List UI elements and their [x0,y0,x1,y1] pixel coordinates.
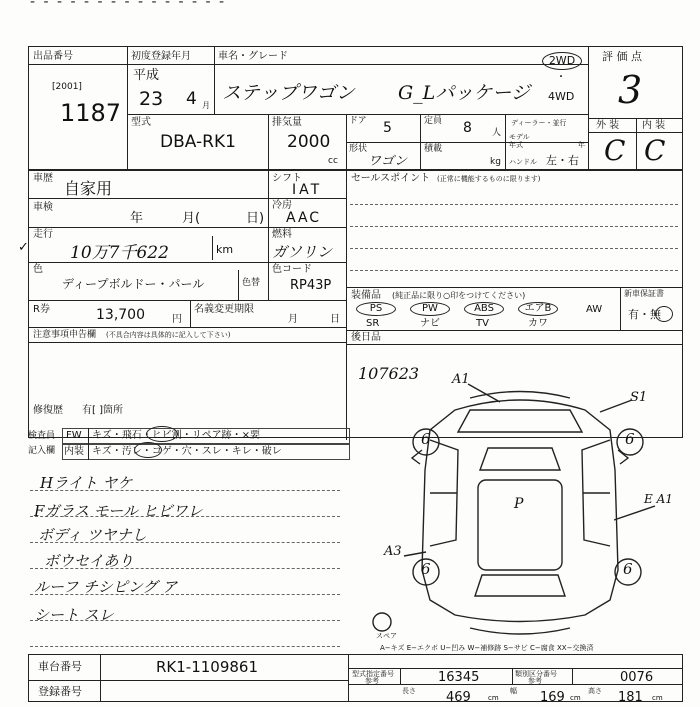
category-label: 類別区分番号 [515,670,557,678]
designation-label: 型式指定番号 [352,670,394,678]
note-line-4: ボウセイあり [44,552,134,570]
lot-sub: [2001] [52,82,82,92]
inspection-day: 日) [246,211,265,226]
equip-aw: AW [586,304,603,315]
mark-a1-top: A1 [452,372,470,387]
lot-label: 出品番号 [33,51,73,62]
score-int-label: 内 装 [642,120,666,131]
dealer-label: ディーラー・並行 [511,119,567,127]
door-label: ドア [349,116,367,126]
length-value: 469 [446,690,471,705]
score-int: C [644,134,666,167]
rear-seat-label: 後日品 [351,332,381,343]
drive-sep: ・ [556,72,566,83]
inspector-row1-text: キズ・飛石・ヒビ割・リペア跡・×要 [92,430,260,441]
inspector-row1-head: FW [66,430,82,441]
score-ext: C [604,134,626,167]
inspector-label1: 検査員 [28,431,56,441]
fuel-label: 燃料 [272,229,292,240]
inspector-label2: 記入欄 [28,446,56,456]
warranty-circle [655,306,673,322]
color-value: ディープボルドー・パール [62,277,205,291]
shape-value: ワゴン [368,154,408,169]
category-value: 0076 [620,670,654,685]
note-line-1: Hライト ヤケ [40,474,133,492]
car-diagram [360,370,690,650]
warranty-value: 有・無 [628,308,661,321]
handle-label: ハンドル [509,158,537,166]
damage-legend: A−キズ E−エクボ U−凹み W−補修跡 S−サビ C−腐食 XX−交換済 [380,644,594,652]
mark-s1: S1 [630,390,648,405]
inspection-year: 年 [130,211,144,226]
check-mark: ✓ [18,240,29,255]
handle-value: 左・右 [546,154,579,167]
width-unit: cm [570,694,581,702]
equip-airbag: エアB [518,302,558,316]
notes-sub: (不具合内容は具体的に記入して下さい) [106,331,231,339]
type-label: 型式 [131,117,151,128]
color-code-value: RP43P [290,278,332,293]
reg-year: 23 [139,88,164,110]
tire-rr: 6 [623,560,633,578]
score-ext-label: 外 装 [596,120,620,131]
repair-label: 修復歴 [33,405,63,416]
note-line-2: Fガラス モール ヒビワレ [34,502,203,520]
note-line-3: ボディ ツヤナし [38,526,147,544]
inspection-label: 車検 [33,202,53,213]
disp-unit: cc [328,156,338,166]
equip-ps: PS [356,302,396,316]
inspector-row2-head: 内装 [64,446,84,457]
door-value: 5 [383,120,392,136]
drive-4wd: 4WD [548,90,575,103]
aircon-value: AAC [286,210,322,226]
note-line-6: シート スレ [34,606,114,624]
designation-sub: 参考 [365,677,379,685]
tire-rl: 6 [421,560,431,578]
load-label: 積載 [424,144,443,154]
capacity-unit: 人 [492,128,502,138]
color-label: 色 [33,264,43,275]
category-sub: 参考 [528,677,542,685]
recycle-label: R券 [33,304,50,315]
reg-month-unit: 月 [202,101,210,110]
width-label: 幅 [510,687,517,695]
model-year-unit: 年 [578,141,585,149]
recycle-value: 13,700 [96,307,145,323]
tire-fr: 6 [625,430,635,448]
color-change: 色替 [242,278,261,288]
usage-label: 車歴 [33,173,53,184]
repair-value: 有[ ]箇所 [82,405,123,416]
model-year-label1: モデル [509,133,530,141]
disp-label: 排気量 [272,117,302,128]
meigi-day: 日 [330,314,340,325]
score-label: 評 価 点 [602,50,642,63]
sales-note: (正常に機能するものに限ります) [437,175,541,183]
shift-label: シフト [272,173,302,184]
sales-label: セールスポイント [351,173,431,184]
reg-label: 初度登録年月 [131,51,191,62]
type-value: DBA-RK1 [160,132,236,152]
shift-value: IAT [292,182,323,198]
color-code-label: 色コード [272,264,312,275]
chassis-label: 車台番号 [38,660,82,673]
recycle-unit: 円 [172,314,182,325]
designation-value: 16345 [438,670,480,685]
equip-tv: TV [476,318,489,329]
aircon-label: 冷房 [272,200,292,211]
mark-a3: A3 [384,544,402,559]
circle-hiseki [146,426,178,442]
reg-month: 4 [186,89,197,109]
model-grade: G_Lパッケージ [398,82,530,104]
equip-abs: ABS [464,302,504,316]
height-label: 高さ [588,687,602,695]
model-year-label2: 年式 [509,141,523,149]
equipment-label: 装備品 [351,290,381,301]
equip-pw: PW [410,302,450,316]
height-unit: cm [652,694,663,702]
meigi-label: 名義変更期限 [194,304,254,315]
circle-yogore [134,442,162,458]
spare-label: スペア [376,632,397,640]
inspector-row2-text: キズ・汚レ・コゲ・穴・スレ・キレ・破レ [92,446,282,457]
diagram-code: 107623 [358,364,420,383]
length-unit: cm [488,694,499,702]
capacity-value: 8 [463,120,472,136]
mark-p: P [514,496,524,512]
load-unit: kg [490,157,501,167]
tire-fl: 6 [421,430,431,448]
equip-navi: ナビ [420,318,440,329]
capacity-label: 定員 [424,116,443,126]
reg-era: 平成 [133,68,160,83]
mark-e-a1: E A1 [644,492,673,506]
usage-value: 自家用 [64,179,113,198]
equip-leather: カワ [528,318,548,329]
equipment-note: (純正品に限り○印をつけてください) [392,291,526,300]
warranty-label: 新車保証書 [624,289,664,298]
mileage-value: 10万7千622 [70,243,169,263]
model-label: 車名・グレード [218,51,288,62]
header-fragment: - - - - - - - - - - - - - - - [30,0,227,10]
length-label: 長さ [402,687,416,695]
score-value: 3 [618,68,643,112]
shape-label: 形状 [349,144,368,154]
chassis-value: RK1-1109861 [156,658,259,676]
meigi-month: 月 [288,314,298,325]
height-value: 181 [618,690,643,705]
regno-label: 登録番号 [38,685,82,698]
notes-label: 注意事項申告欄 [33,330,97,340]
mileage-unit: km [216,243,234,256]
inspection-month: 月( [182,211,201,226]
note-line-5: ルーフ チシピング ア [34,578,178,596]
model-name: ステップワゴン [222,82,355,104]
lot-number: 1187 [60,99,122,127]
equip-sr: SR [366,318,380,329]
bottom-frame [28,654,683,702]
disp-value: 2000 [287,132,331,152]
drive-2wd: 2WD [542,52,582,70]
fuel-value: ガソリン [272,243,333,261]
mileage-label: 走行 [33,229,53,240]
width-value: 169 [540,690,565,705]
